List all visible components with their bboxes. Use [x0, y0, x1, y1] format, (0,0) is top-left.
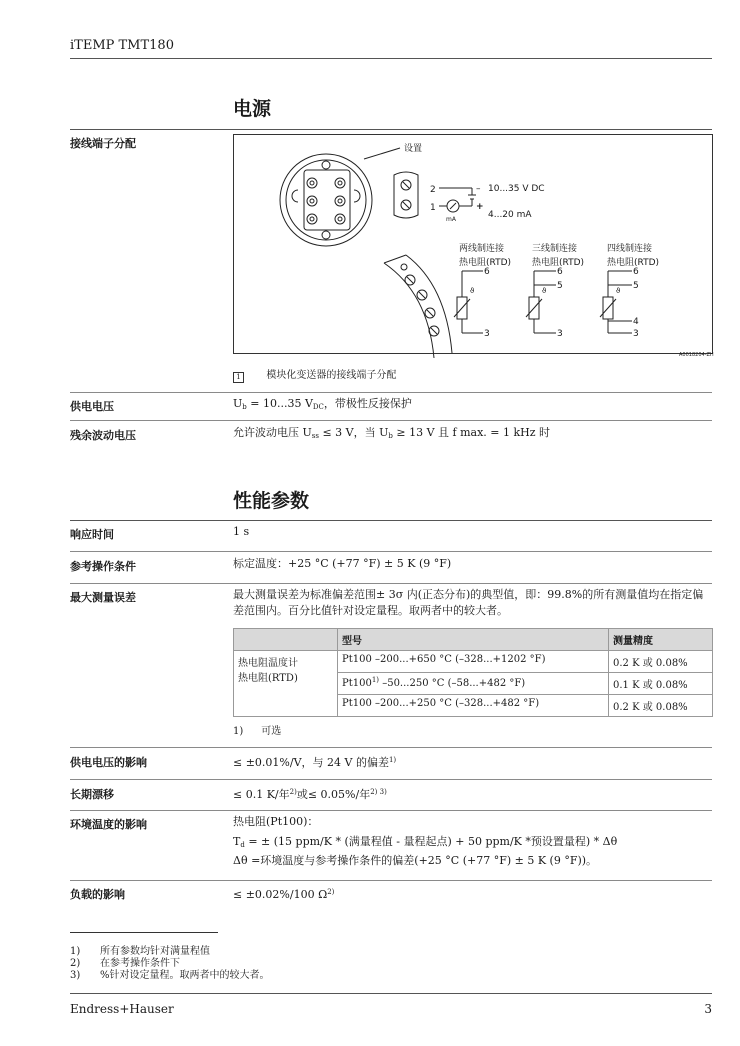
setting-label: 设置 — [404, 144, 423, 154]
table-row — [234, 651, 713, 673]
wiring-diagram — [234, 135, 714, 358]
wiring-label: 接线端子分配 — [70, 137, 136, 150]
row-rule — [70, 810, 712, 811]
max-error-text: 最大测量误差为标准偏差范围± 3σ 内(正态分布)的典型值，即：99.8%的所有测量值均在指定偏差范围内。百分比值针对设定量程。取两者中的较大者。 — [233, 588, 704, 617]
rtd-label-4w: 热电阻(RTD) — [607, 258, 660, 268]
footnote-item: 1) 所有参数均针对满量程值 — [70, 946, 210, 957]
row-rule — [70, 551, 712, 552]
pin-6-4w: 6 — [633, 267, 639, 277]
pin-5-4w: 5 — [633, 281, 639, 291]
three-wire-label: 三线制连接 — [532, 244, 578, 254]
header-rule — [70, 58, 712, 59]
pin-6-3w: 6 — [557, 267, 563, 277]
row-rule — [70, 747, 712, 748]
plus-sign: + — [476, 202, 484, 212]
accuracy-table — [233, 628, 713, 717]
page-number: 3 — [704, 1002, 712, 1016]
pin-3-2w: 3 — [484, 329, 490, 339]
table-header-model: 型号 — [338, 629, 609, 651]
response-time-label: 响应时间 — [70, 528, 114, 541]
ripple-value: 允许波动电压 $U_{ss} \le 3$ V，当 $U_b \ge 13$ V 且 f max. = 1 kHz 时 — [233, 426, 551, 440]
supply-effect-value: ≤ ±0.01%/V，与 24 V 的偏差$^{1)}$ — [233, 756, 397, 769]
row-rule — [70, 880, 712, 881]
ambient-effect-delta: Δθ =环境温度与参考操作条件的偏差(+25 °C (+77 °F) ± 5 K (9 °F))。 — [233, 854, 598, 867]
wiring-figure — [233, 134, 714, 358]
table-header-row — [234, 629, 713, 651]
response-time-value: 1 s — [233, 525, 250, 538]
four-wire-label: 四线制连接 — [607, 244, 653, 254]
section-title-performance: 性能参数 — [233, 490, 310, 512]
figure-code: A0018204-ZH — [679, 352, 714, 358]
footnotes — [70, 946, 270, 982]
ambient-effect-label: 环境温度的影响 — [70, 818, 147, 831]
reference-conditions-label: 参考操作条件 — [70, 560, 136, 573]
table-cell-model: Pt100 –200...+250 °C (–328...+482 °F) — [338, 695, 609, 717]
two-wire-label: 两线制连接 — [459, 244, 505, 254]
section-rule — [70, 129, 712, 130]
footnote-item: 2) 在参考操作条件下 — [70, 958, 180, 969]
reference-conditions-value: 标定温度：+25 °C (+77 °F) ± 5 K (9 °F) — [233, 557, 452, 570]
table-cell-accuracy: 0.2 K 或 0.08% — [609, 695, 713, 717]
pin-4-4w: 4 — [633, 317, 639, 327]
pin-6-2w: 6 — [484, 267, 490, 277]
row-rule — [70, 779, 712, 780]
table-cell-model: Pt100 –200...+650 °C (–328...+1202 °F) — [338, 651, 609, 673]
voltage-label: 10...35 V DC — [488, 184, 545, 194]
terminal-1-label: 1 — [430, 203, 436, 213]
terminal-2-label: 2 — [430, 185, 436, 195]
document-title: iTEMP TMT180 — [70, 38, 174, 53]
table-header-empty — [234, 629, 338, 651]
footer-brand: Endress+Hauser — [70, 1002, 174, 1016]
pin-3-4w: 3 — [633, 329, 639, 339]
table-cell-accuracy: 0.2 K 或 0.08% — [609, 651, 713, 673]
rtd-label-3w: 热电阻(RTD) — [532, 258, 585, 268]
ambient-effect-line1: 热电阻(Pt100)： — [233, 815, 319, 828]
table-cell-accuracy: 0.1 K 或 0.08% — [609, 673, 713, 695]
pin-5-3w: 5 — [557, 281, 563, 291]
row-rule — [70, 392, 712, 393]
footnote-separator — [70, 932, 218, 933]
minus-sign: – — [476, 184, 481, 194]
theta-symbol-4w: ϑ — [616, 287, 621, 295]
section-rule — [70, 520, 712, 521]
figure-caption-text: 模块化变送器的接线端子分配 — [266, 370, 397, 381]
supply-voltage-value: $U_b = 10...35$ $V_{DC}$，带极性反接保护 — [233, 397, 412, 411]
row-rule — [70, 583, 712, 584]
figure-number: 1 — [233, 372, 244, 383]
table-cell-model: Pt100$^{1)}$ –50...250 °C (–58...+482 °F) — [338, 673, 609, 695]
ripple-label: 残余波动电压 — [70, 429, 136, 442]
long-term-drift-label: 长期漂移 — [70, 788, 114, 801]
ma-meter-label: mA — [446, 216, 456, 223]
theta-symbol-3w: ϑ — [542, 287, 547, 295]
supply-voltage-label: 供电电压 — [70, 400, 114, 413]
figure-caption — [233, 366, 396, 383]
current-label: 4...20 mA — [488, 210, 532, 220]
footnote-item: 3) %针对设定量程。取两者中的较大者。 — [70, 970, 270, 981]
ambient-effect-formula: $T_d$ = ± (15 ppm/K * (满量程值 - 量程起点) + 50 ppm/K *预设置量程) * Δθ — [233, 835, 618, 849]
pin-3-3w: 3 — [557, 329, 563, 339]
supply-effect-label: 供电电压的影响 — [70, 756, 147, 769]
table-group-label: 热电阻温度计 热电阻(RTD) — [234, 651, 338, 717]
table-header-accuracy: 测量精度 — [609, 629, 713, 651]
row-rule — [70, 420, 712, 421]
load-effect-value: ≤ ±0.02%/100 $\Omega^{2)}$ — [233, 888, 335, 901]
max-error-label: 最大测量误差 — [70, 591, 136, 604]
footer-rule — [70, 993, 712, 994]
rtd-label-2w: 热电阻(RTD) — [459, 258, 512, 268]
load-effect-label: 负载的影响 — [70, 888, 125, 901]
theta-symbol-2w: ϑ — [470, 287, 475, 295]
section-title-power: 电源 — [233, 98, 272, 120]
table-footnote: 1) 可选 — [233, 726, 282, 737]
long-term-drift-value: ≤ 0.1 K/年$^{2)}$或≤ 0.05%/年$^{2) 3)}$ — [233, 788, 387, 801]
